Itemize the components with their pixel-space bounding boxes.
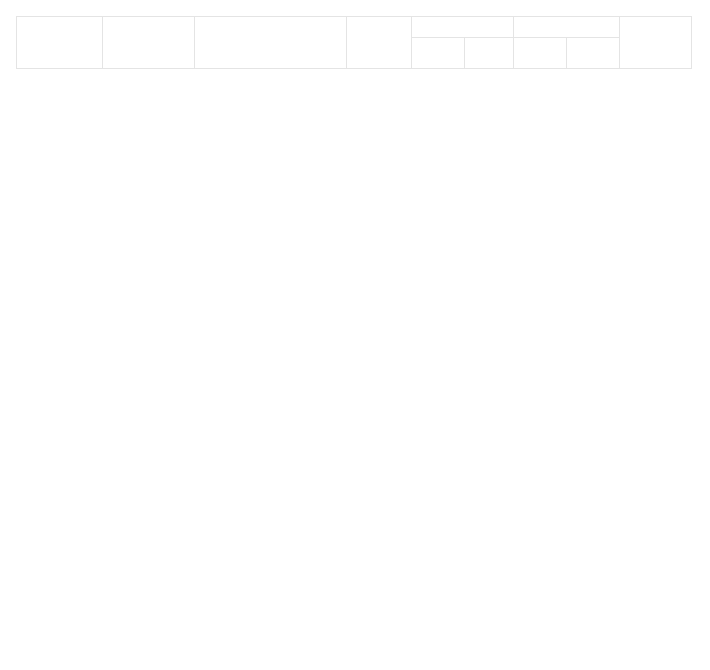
header-inlet <box>103 17 194 69</box>
header-na-voltage <box>566 38 619 69</box>
header-north-america <box>514 17 620 38</box>
header-configuration <box>194 17 346 69</box>
header-international <box>412 17 514 38</box>
iec-connector-table <box>16 16 692 69</box>
header-connector <box>17 17 103 69</box>
header-earth <box>347 17 412 69</box>
header-max-temp <box>619 17 691 69</box>
header-na-current <box>514 38 567 69</box>
header-intl-current <box>412 38 465 69</box>
header-intl-voltage <box>465 38 514 69</box>
